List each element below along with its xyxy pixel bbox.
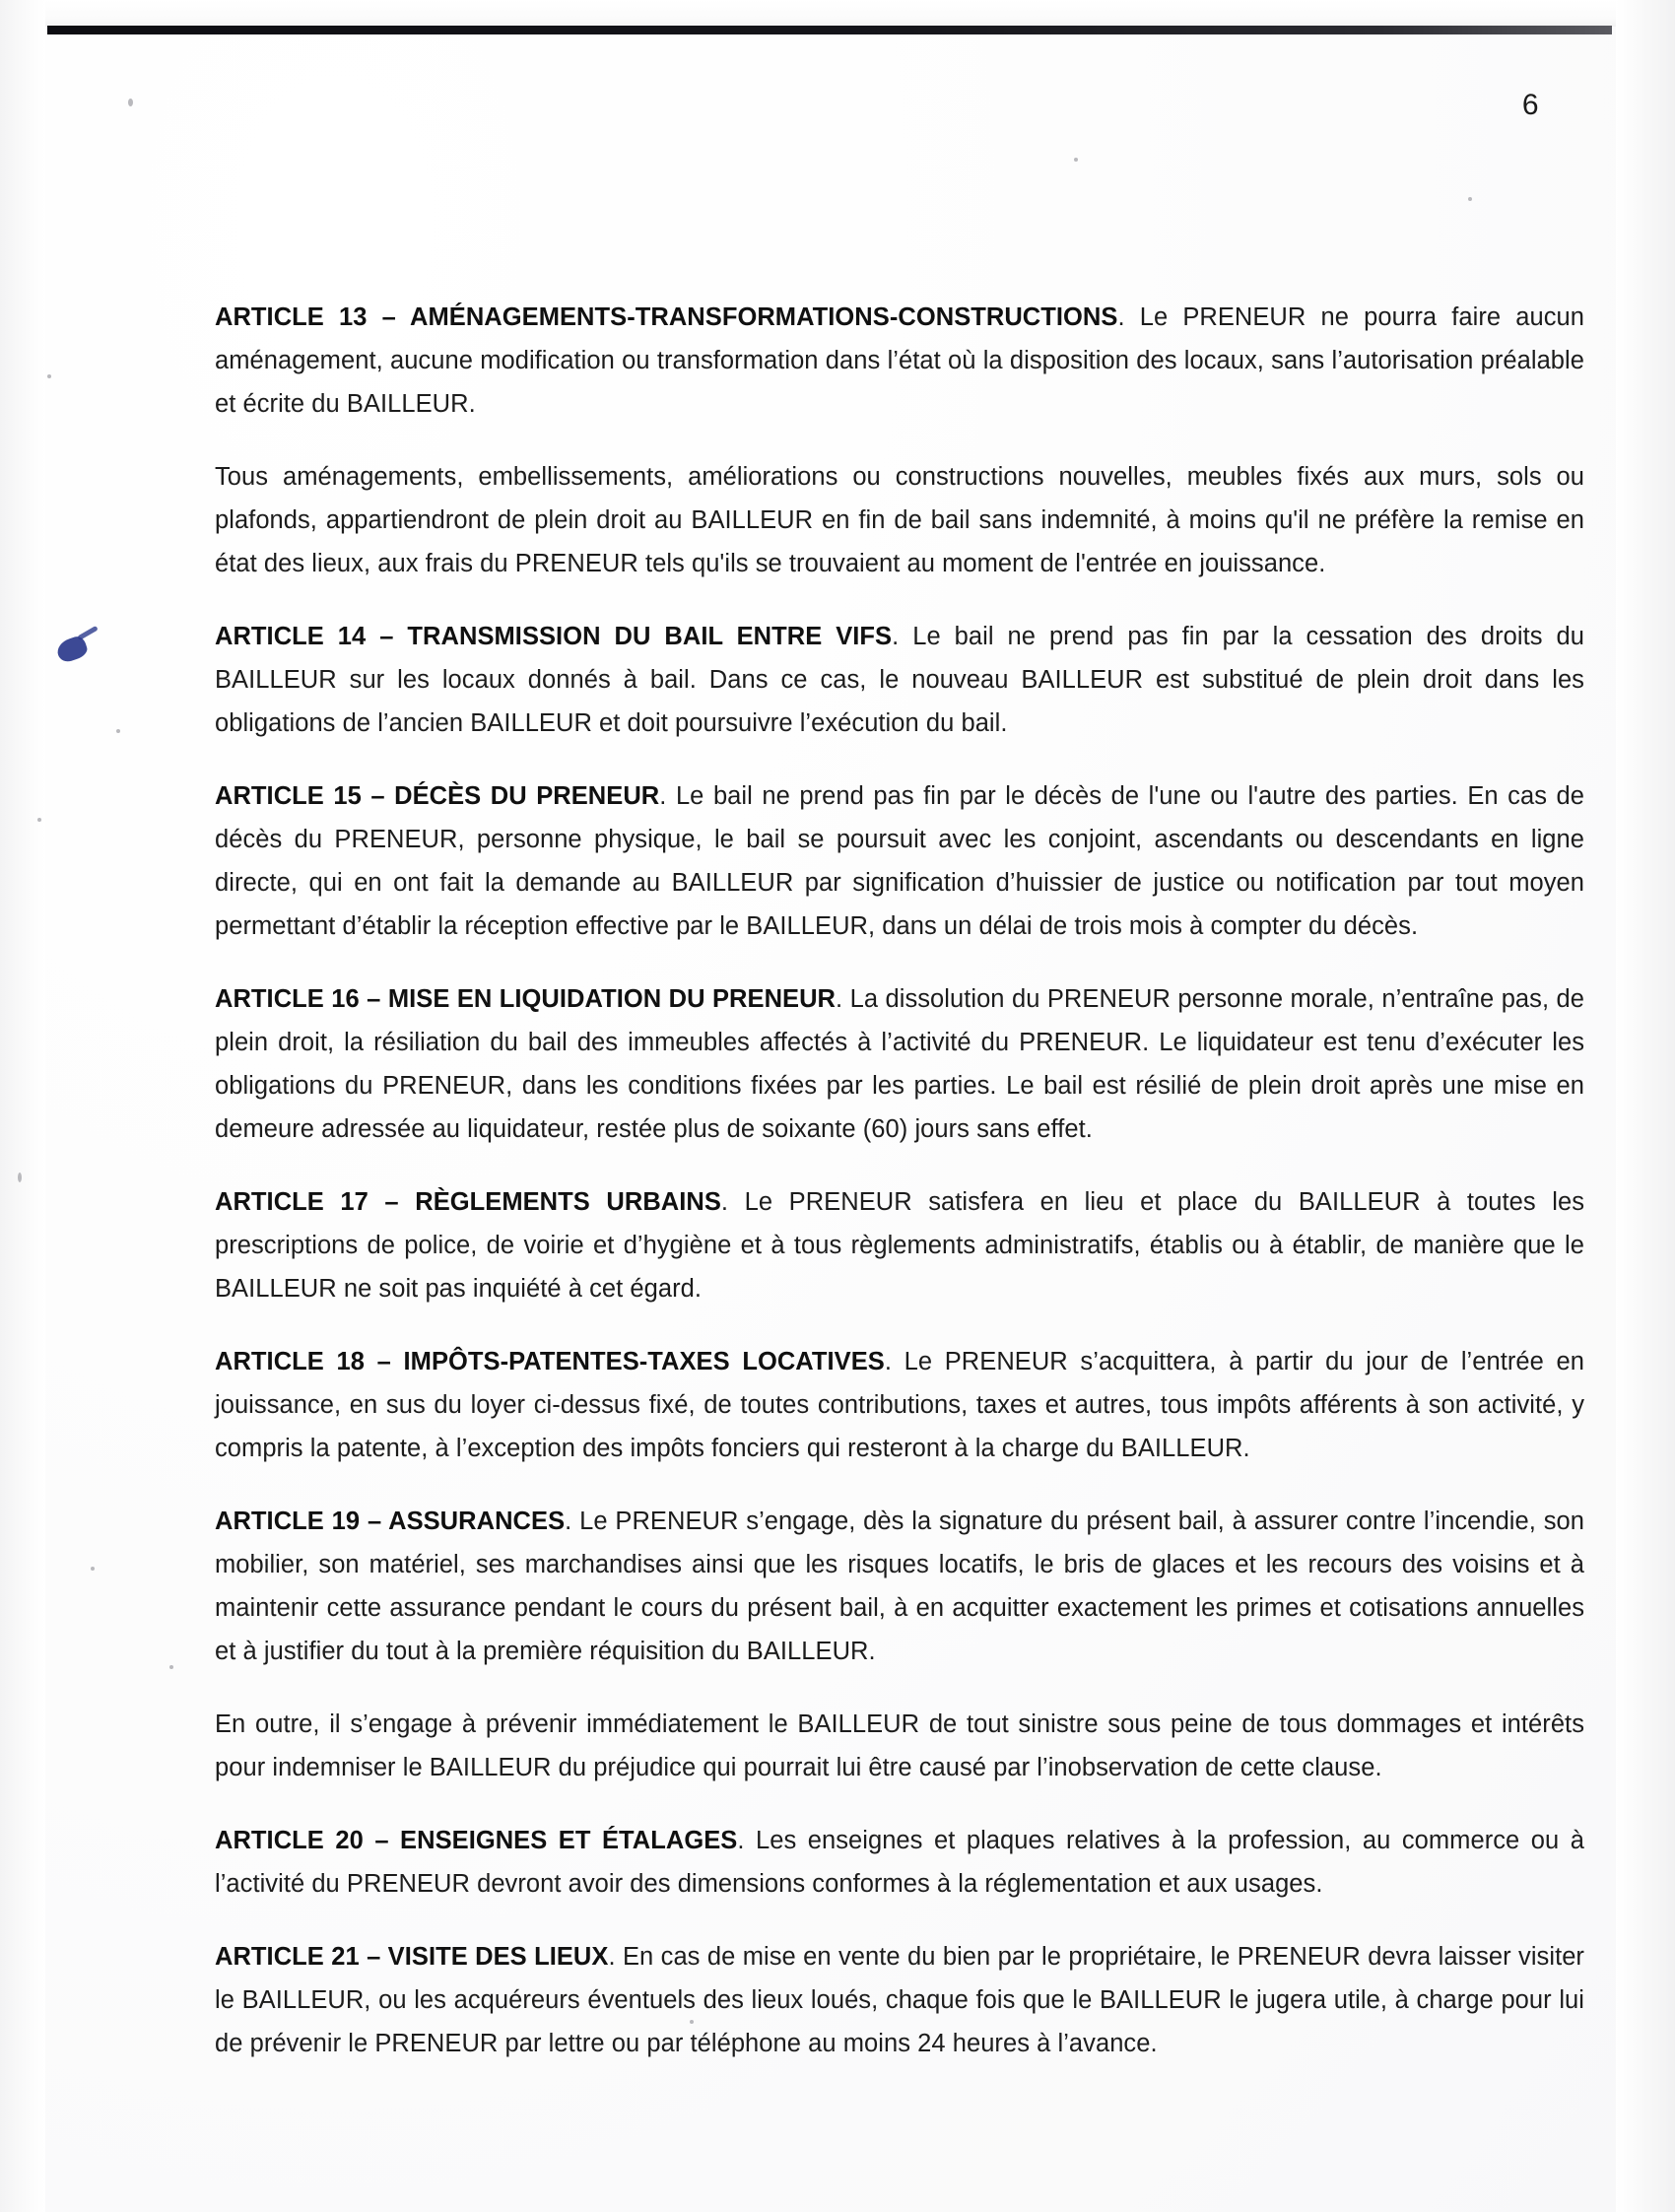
scan-speck — [169, 1665, 173, 1669]
paragraph-article-17 — [215, 1180, 1584, 1310]
article-heading-14: ARTICLE 14 – TRANSMISSION DU BAIL ENTRE VIFS — [215, 623, 893, 650]
article-heading-20: ARTICLE 20 – ENSEIGNES ET ÉTALAGES — [215, 1827, 738, 1854]
article-heading-17: ARTICLE 17 – RÈGLEMENTS URBAINS — [215, 1188, 721, 1216]
scan-top-edge-bar — [47, 26, 1612, 34]
article-text-19: . Le PRENEUR s’engage, dès la signature du présent bail, à assurer contre l’incendie, son mobilier, son matériel, ses marchandises ainsi que les risques locatifs, le bris de glaces et les recours des voisins et à maintenir cette assurance pendant le cours du présent bail, à en acquitter exactement les primes et cotisations annuelles et à justifier du tout à la première réquisition du BAILLEUR. — [215, 1508, 1584, 1665]
scan-left-edge — [0, 0, 45, 2212]
article-text-21: . En cas de mise en vente du bien par le propriétaire, le PRENEUR devra laisser visiter le BAILLEUR, ou les acquéreurs éventuels des lieux loués, chaque fois que le BAILLEUR le jugera utile, à charge pour lui de prévenir le PRENEUR par lettre ou par téléphone au moins 24 heures à l’avance. — [215, 1943, 1584, 2057]
article-text-16: . La dissolution du PRENEUR personne morale, n’entraîne pas, de plein droit, la résiliation du bail des immeubles affectés à l’activité du PRENEUR. Le liquidateur est tenu d’exécuter les obligations du PRENEUR, dans les conditions fixées par les parties. Le bail est résilié de plein droit après une mise en demeure adressée au liquidateur, restée plus de soixante (60) jours sans effet. — [215, 985, 1584, 1143]
scan-speck — [37, 818, 41, 822]
document-body — [215, 296, 1584, 2065]
page-number: 6 — [1521, 89, 1539, 121]
article-heading-16: ARTICLE 16 – MISE EN LIQUIDATION DU PRENEUR — [215, 985, 837, 1013]
paragraph-article-21 — [215, 1935, 1584, 2065]
scan-speck — [1074, 158, 1078, 162]
paragraph-article-19 — [215, 1500, 1584, 1673]
article-text-14: . Le bail ne prend pas fin par la cessation des droits du BAILLEUR sur les locaux donnés à bail. Dans ce cas, le nouveau BAILLEUR est substitué de plein droit dans les obligations de l’ancien BAILLEUR et doit poursuivre l’exécution du bail. — [215, 623, 1584, 737]
paragraph-article-15 — [215, 774, 1584, 948]
article-heading-15: ARTICLE 15 – DÉCÈS DU PRENEUR — [215, 782, 660, 810]
paragraph-article-13-suite — [215, 455, 1584, 585]
article-text-20: . Les enseignes et plaques relatives à la profession, au commerce ou à l’activité du PRENEUR devront avoir des dimensions conformes à la réglementation et aux usages. — [215, 1827, 1584, 1898]
article-heading-13: ARTICLE 13 – AMÉNAGEMENTS-TRANSFORMATIONS-CONSTRUCTIONS — [215, 303, 1118, 331]
article-text-15: . Le bail ne prend pas fin par le décès de l'une ou l'autre des parties. En cas de décès du PRENEUR, personne physique, le bail se poursuit avec les conjoint, ascendants ou descendants en ligne directe, qui en ont fait la demande au BAILLEUR par signification d’huissier de justice ou notification par tout moyen permettant d’établir la réception effective par le BAILLEUR, dans un délai de trois mois à compter du décès. — [215, 782, 1585, 940]
scan-speck — [128, 99, 133, 106]
scan-speck — [91, 1567, 95, 1571]
paragraph-article-14 — [215, 615, 1584, 745]
scan-right-edge — [1616, 0, 1675, 2212]
article-heading-21: ARTICLE 21 – VISITE DES LIEUX — [215, 1943, 609, 1971]
scan-speck — [116, 729, 120, 733]
article-text-19-suite: En outre, il s’engage à prévenir immédiatement le BAILLEUR de tout sinistre sous peine de tous dommages et intérêts pour indemniser le BAILLEUR du préjudice qui pourrait lui être causé par l’inobservation de cette clause. — [215, 1710, 1584, 1781]
paragraph-article-19-suite — [215, 1703, 1584, 1789]
scan-top-shadow — [0, 0, 1675, 27]
paragraph-article-16 — [215, 977, 1584, 1151]
article-text-17: . Le PRENEUR satisfera en lieu et place du BAILLEUR à toutes les prescriptions de police, de voirie et d’hygiène et à tous règlements administratifs, établis ou à établir, de manière que le BAILLEUR ne soit pas inquiété à cet égard. — [215, 1188, 1584, 1303]
scan-speck — [1468, 197, 1472, 201]
article-text-13: . Le PRENEUR ne pourra faire aucun aménagement, aucune modification ou transformation dans l’état où la disposition des locaux, sans l’autorisation préalable et écrite du BAILLEUR. — [215, 303, 1584, 418]
paragraph-article-13 — [215, 296, 1584, 426]
paragraph-article-18 — [215, 1340, 1584, 1470]
scan-speck — [47, 374, 51, 378]
article-heading-19: ARTICLE 19 – ASSURANCES — [215, 1508, 566, 1535]
article-text-13-suite: Tous aménagements, embellissements, améliorations ou constructions nouvelles, meubles fixés aux murs, sols ou plafonds, appartiendront de plein droit au BAILLEUR en fin de bail sans indemnité, à moins qu'il ne préfère la remise en état des lieux, aux frais du PRENEUR tels qu'ils se trouvaient au moment de l'entrée en jouissance. — [215, 463, 1584, 577]
scan-speck — [18, 1173, 22, 1182]
paragraph-article-20 — [215, 1819, 1584, 1906]
article-heading-18: ARTICLE 18 – IMPÔTS-PATENTES-TAXES LOCATIVES — [215, 1348, 885, 1375]
article-text-18: . Le PRENEUR s’acquittera, à partir du jour de l’entrée en jouissance, en sus du loyer ci-dessus fixé, de toutes contributions, taxes et autres, tous impôts afférents à son activité, y compris la patente, à l’exception des impôts fonciers qui resteront à la charge du BAILLEUR. — [215, 1348, 1584, 1462]
